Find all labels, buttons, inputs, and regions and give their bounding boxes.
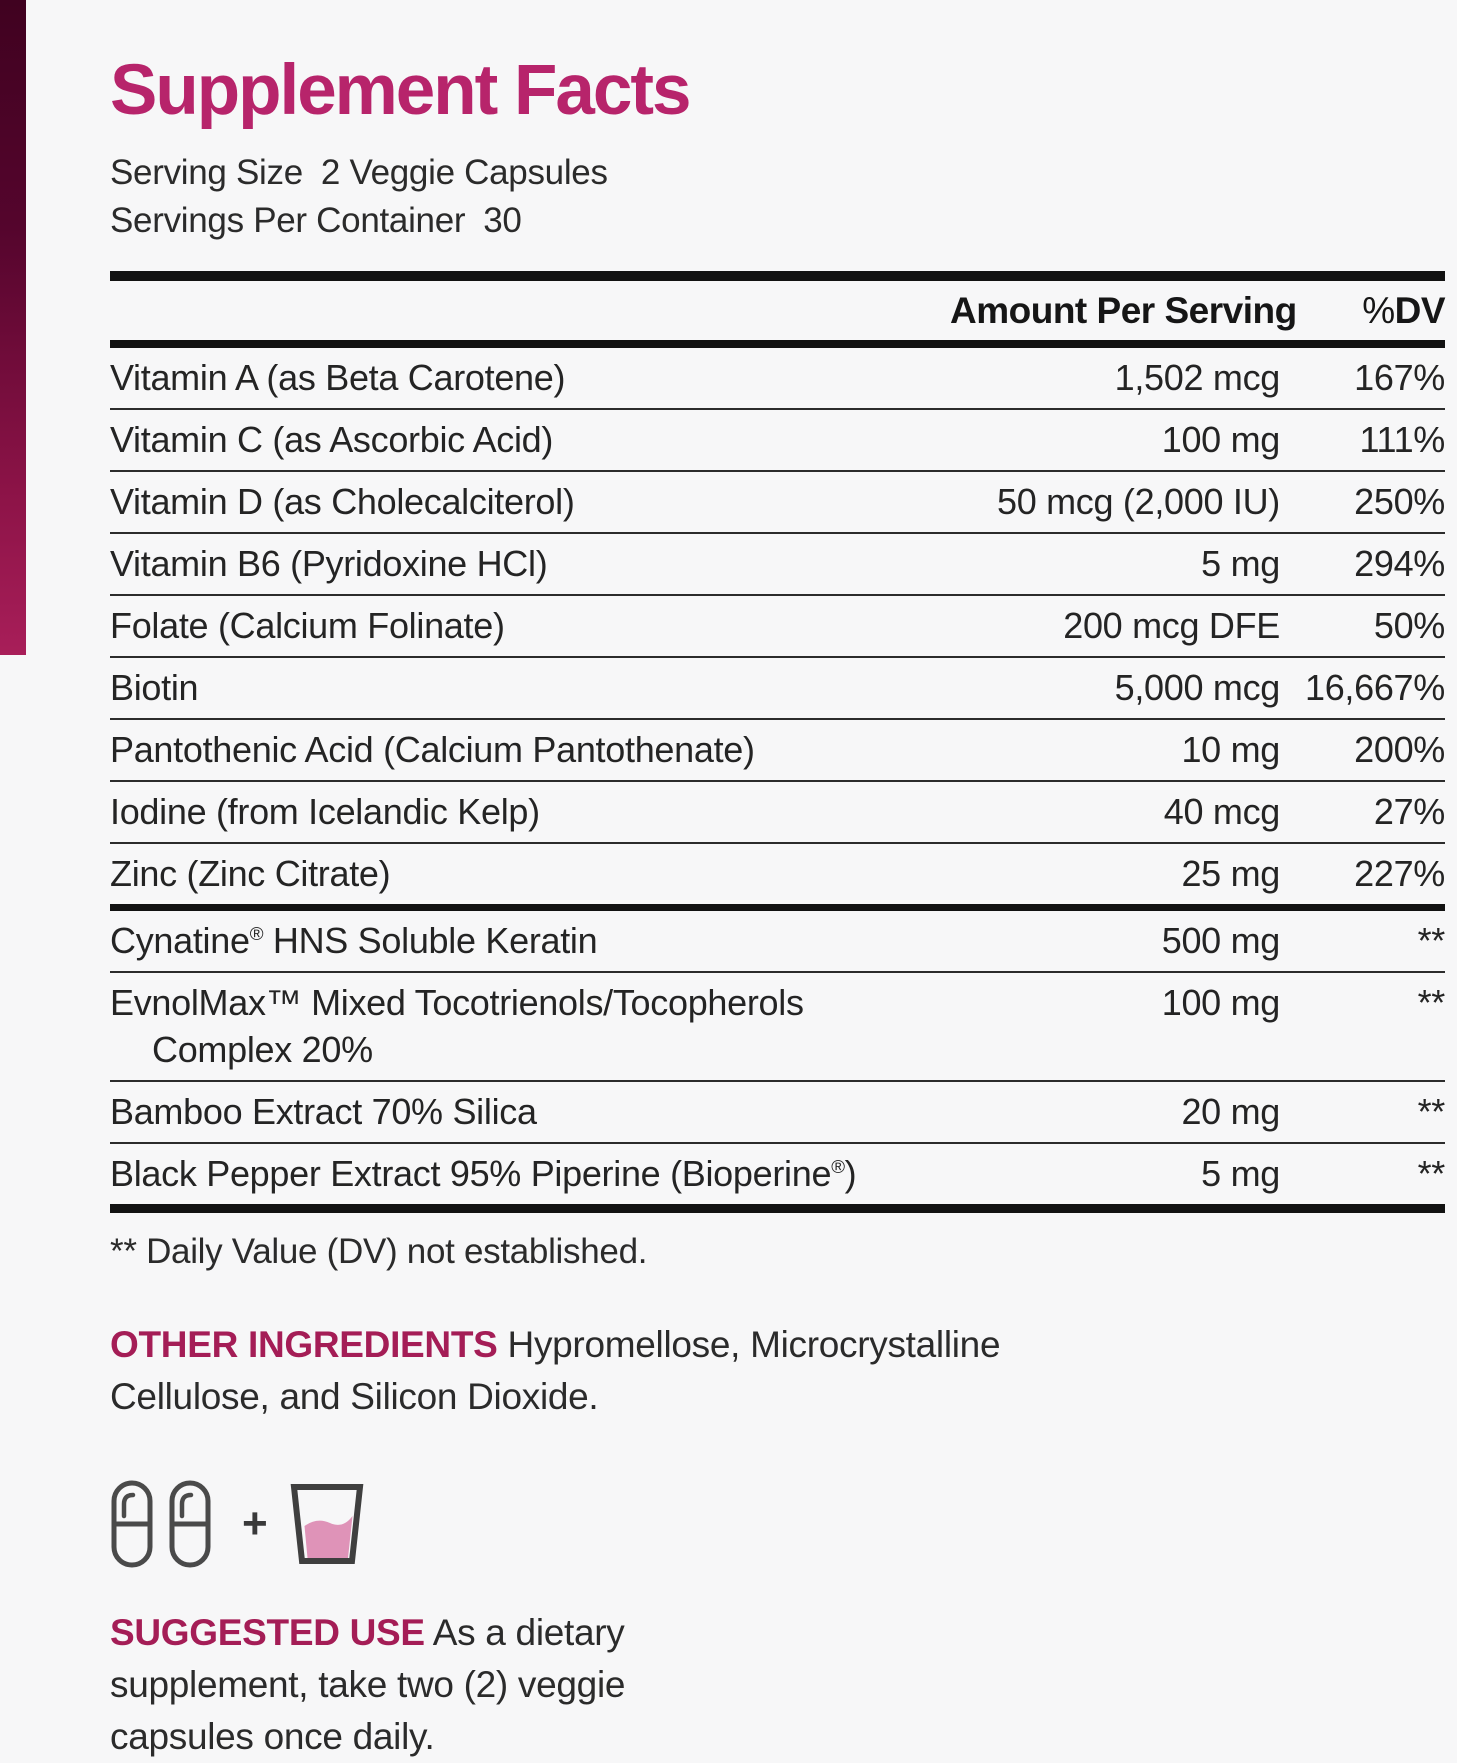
ingredient-dv: 227%: [1354, 852, 1445, 894]
ingredient-amount: 1,502 mcg: [1114, 356, 1280, 398]
table-header-row: [110, 281, 1445, 348]
label-content: [110, 0, 1445, 1763]
table-row: [110, 1144, 1445, 1204]
ingredient-amount: 25 mg: [1181, 852, 1280, 894]
table-row: [110, 348, 1445, 410]
ingredient-amount: 5 mg: [1201, 1152, 1280, 1194]
capsule-icon: [110, 1480, 154, 1568]
glass-of-water-icon: [290, 1483, 364, 1565]
ingredient-amount: 20 mg: [1181, 1090, 1280, 1132]
ingredient-name: Vitamin D (as Cholecalciterol): [110, 480, 575, 522]
ingredient-amount: 5 mg: [1201, 542, 1280, 584]
table-row: [110, 472, 1445, 534]
dosage-icons-row: [110, 1479, 1445, 1569]
table-row: [110, 720, 1445, 782]
ingredient-dv: 167%: [1354, 356, 1445, 398]
ingredient-dv: **: [1417, 919, 1445, 961]
ingredient-name: Pantothenic Acid (Calcium Pantothenate): [110, 728, 755, 770]
ingredient-amount: 200 mcg DFE: [1063, 604, 1280, 646]
ingredient-name: Zinc (Zinc Citrate): [110, 852, 391, 894]
left-accent-bar: [0, 0, 26, 655]
table-row: [110, 658, 1445, 720]
table-row: [110, 973, 1445, 1082]
table-row: [110, 782, 1445, 844]
ingredient-amount: 50 mcg (2,000 IU): [996, 480, 1280, 522]
ingredient-name: Vitamin A (as Beta Carotene): [110, 356, 566, 398]
ingredient-name: Folate (Calcium Folinate): [110, 604, 505, 646]
amount-per-serving-header: Amount Per Serving: [950, 289, 1297, 331]
supplement-facts-table: [110, 271, 1445, 1213]
table-row: [110, 596, 1445, 658]
ingredient-dv: 111%: [1359, 418, 1445, 460]
serving-info: [110, 149, 1445, 245]
ingredient-name: Biotin: [110, 666, 199, 708]
blend-rows-group: [110, 904, 1445, 1204]
table-row: [110, 410, 1445, 472]
ingredient-name: Vitamin B6 (Pyridoxine HCl): [110, 542, 548, 584]
servings-per-container-label: Servings Per Container: [110, 200, 466, 240]
table-row: [110, 534, 1445, 596]
table-row: [110, 1082, 1445, 1144]
table-row: [110, 844, 1445, 904]
servings-per-container-line: [110, 197, 1445, 245]
ingredient-dv: 50%: [1373, 604, 1445, 646]
suggested-use-label: SUGGESTED USE: [110, 1611, 425, 1653]
serving-size-line: [110, 149, 1445, 197]
vitamin-rows-group: [110, 348, 1445, 904]
dv-footnote: ** Daily Value (DV) not established.: [110, 1231, 648, 1271]
ingredient-amount: 500 mg: [1161, 919, 1280, 961]
ingredient-name: Vitamin C (as Ascorbic Acid): [110, 418, 554, 460]
ingredient-name: Iodine (from Icelandic Kelp): [110, 790, 540, 832]
capsule-icon: [168, 1480, 212, 1568]
ingredient-amount: 100 mg: [1161, 981, 1280, 1023]
ingredient-amount: 5,000 mcg: [1114, 666, 1280, 708]
ingredient-dv: 27%: [1373, 790, 1445, 832]
other-ingredients-text: Hypromellose, Microcrystalline Cellulose, and Silicon Dioxide.: [110, 1323, 1001, 1417]
percent-dv-header: %DV: [1362, 289, 1445, 331]
serving-size-value: 2 Veggie Capsules: [320, 152, 608, 192]
ingredient-name: Black Pepper Extract 95% Piperine (Bioperine®): [110, 1152, 857, 1194]
ingredient-amount: 40 mcg: [1163, 790, 1280, 832]
ingredient-amount: 10 mg: [1181, 728, 1280, 770]
ingredient-dv: **: [1417, 1090, 1445, 1132]
servings-per-container-value: 30: [483, 200, 522, 240]
ingredient-dv: **: [1417, 981, 1445, 1023]
other-ingredients-label: OTHER INGREDIENTS: [110, 1323, 498, 1365]
table-row: [110, 911, 1445, 973]
ingredient-dv: 16,667%: [1304, 666, 1445, 708]
suggested-use-paragraph: [110, 1607, 710, 1763]
serving-size-label: Serving Size: [110, 152, 303, 192]
ingredient-dv: 294%: [1354, 542, 1445, 584]
ingredient-name: Bamboo Extract 70% Silica: [110, 1090, 537, 1132]
page-title: Supplement Facts: [110, 51, 690, 130]
other-ingredients-paragraph: [110, 1319, 1020, 1423]
ingredient-amount: 100 mg: [1161, 418, 1280, 460]
suggested-use-text: As a dietary supplement, take two (2) veggie capsules once daily.: [110, 1611, 626, 1757]
ingredient-dv: **: [1417, 1152, 1445, 1194]
ingredient-dv: 250%: [1354, 480, 1445, 522]
ingredient-name: Cynatine® HNS Soluble Keratin: [110, 919, 598, 961]
plus-sign: +: [242, 1498, 268, 1548]
ingredient-dv: 200%: [1354, 728, 1445, 770]
ingredient-name: EvnolMax™ Mixed Tocotrienols/Tocopherols Complex 20%: [110, 981, 804, 1070]
